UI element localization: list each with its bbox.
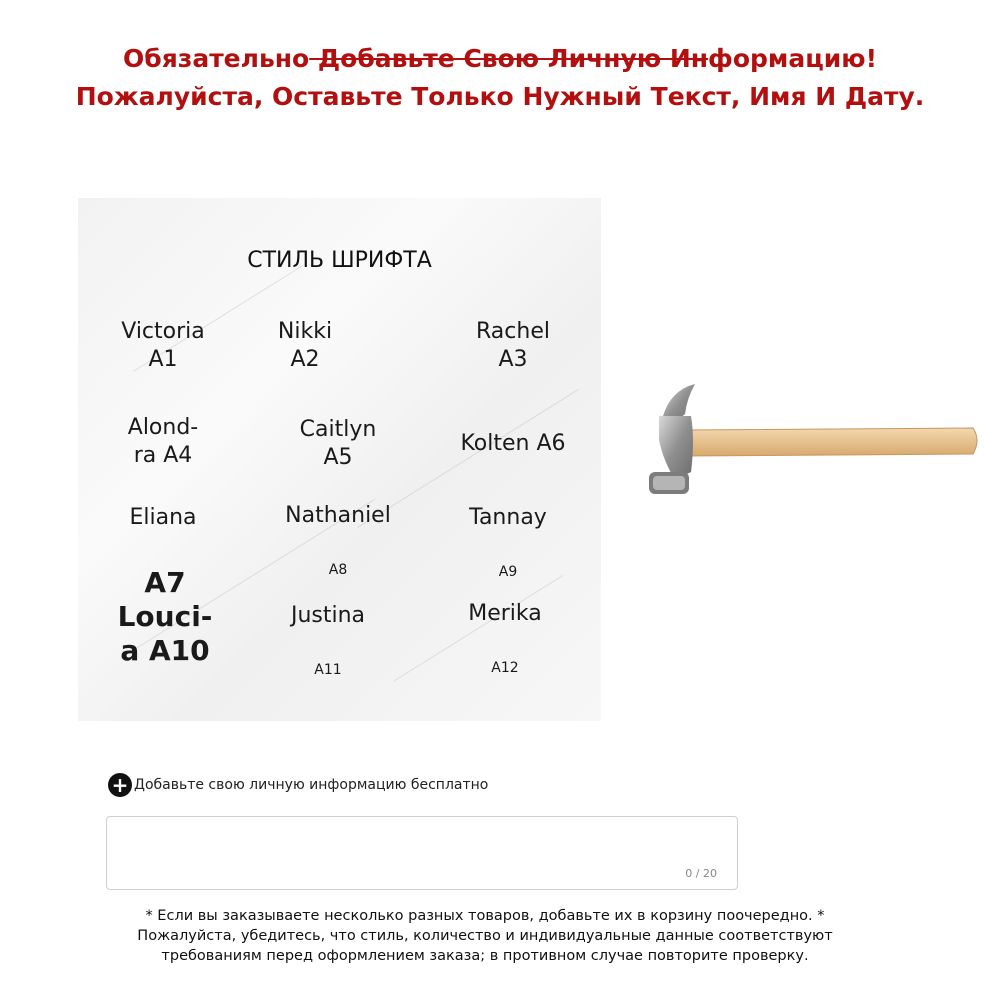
font-name: Justina — [290, 603, 366, 628]
font-name: Eliana — [129, 505, 197, 530]
order-notice — [80, 906, 890, 966]
font-option-a3[interactable] — [458, 318, 568, 374]
font-code: A2 — [290, 347, 320, 372]
font-code: A4 — [163, 443, 193, 468]
banner-line-1-start: Обязательно — [123, 44, 310, 73]
font-name: Kolten — [460, 431, 530, 456]
promo-banner — [0, 40, 1000, 116]
font-code: A10 — [149, 634, 210, 667]
char-counter: 0 / 20 — [685, 867, 717, 880]
font-option-a12[interactable] — [450, 600, 560, 682]
font-code: A11 — [314, 662, 342, 678]
font-name: Caitlyn — [299, 417, 377, 442]
font-option-a11[interactable] — [268, 602, 388, 684]
font-code: A5 — [323, 445, 353, 470]
font-name: Alond- ra — [127, 415, 199, 468]
font-option-a5[interactable] — [278, 416, 398, 472]
notice-line-1: * Если вы заказываете несколько разных товаров, добавьте их в корзину поочередно. * — [145, 908, 825, 924]
font-option-a7-a10[interactable] — [100, 566, 230, 668]
font-code: A12 — [491, 660, 519, 676]
font-option-a6[interactable] — [453, 430, 573, 458]
font-name: Rachel — [476, 319, 550, 344]
font-code: A1 — [148, 347, 178, 372]
font-option-eliana[interactable] — [103, 504, 223, 532]
font-option-a8[interactable] — [268, 502, 408, 584]
font-style-title: СТИЛЬ ШРИФТА — [247, 248, 432, 273]
banner-line-1-end: формацию! — [708, 44, 877, 73]
hammer-handle — [683, 428, 977, 456]
plus-icon[interactable]: + — [108, 773, 132, 797]
font-code: A8 — [328, 562, 348, 578]
font-option-a2[interactable] — [260, 318, 350, 374]
font-option-a4[interactable] — [103, 414, 223, 470]
banner-line-1-strike: Добавьте Свою Личную Ин — [309, 44, 709, 73]
font-style-panel — [78, 198, 601, 721]
font-name: Merika — [468, 601, 542, 626]
font-name: Louci- a — [117, 600, 213, 667]
banner-line-2: Пожалуйста, Оставьте Только Нужный Текст, Имя И Дату. — [75, 82, 925, 111]
font-name: Tannay — [469, 505, 547, 530]
font-option-a9[interactable] — [453, 504, 563, 586]
font-name: Nikki — [277, 319, 333, 344]
font-name: Victoria — [121, 319, 205, 344]
hammer-head — [659, 416, 693, 480]
font-code: A3 — [498, 347, 528, 372]
font-name: Nathaniel — [285, 503, 391, 528]
add-personal-info-row[interactable] — [108, 773, 488, 797]
notice-line-3: требованиям перед оформлением заказа; в противном случае повторите проверку. — [161, 948, 809, 964]
notice-line-2: Пожалуйста, убедитесь, что стиль, количество и индивидуальные данные соответствуют — [137, 928, 833, 944]
add-personal-info-label: Добавьте свою личную информацию бесплатно — [134, 777, 489, 793]
font-code: A9 — [498, 564, 518, 580]
banner-line-1 — [0, 40, 1000, 78]
font-code: A6 — [536, 431, 566, 456]
font-option-a1[interactable] — [103, 318, 223, 374]
font-code-a7: A7 — [144, 566, 186, 599]
personal-info-input[interactable] — [106, 816, 738, 890]
hammer-image — [635, 380, 985, 500]
